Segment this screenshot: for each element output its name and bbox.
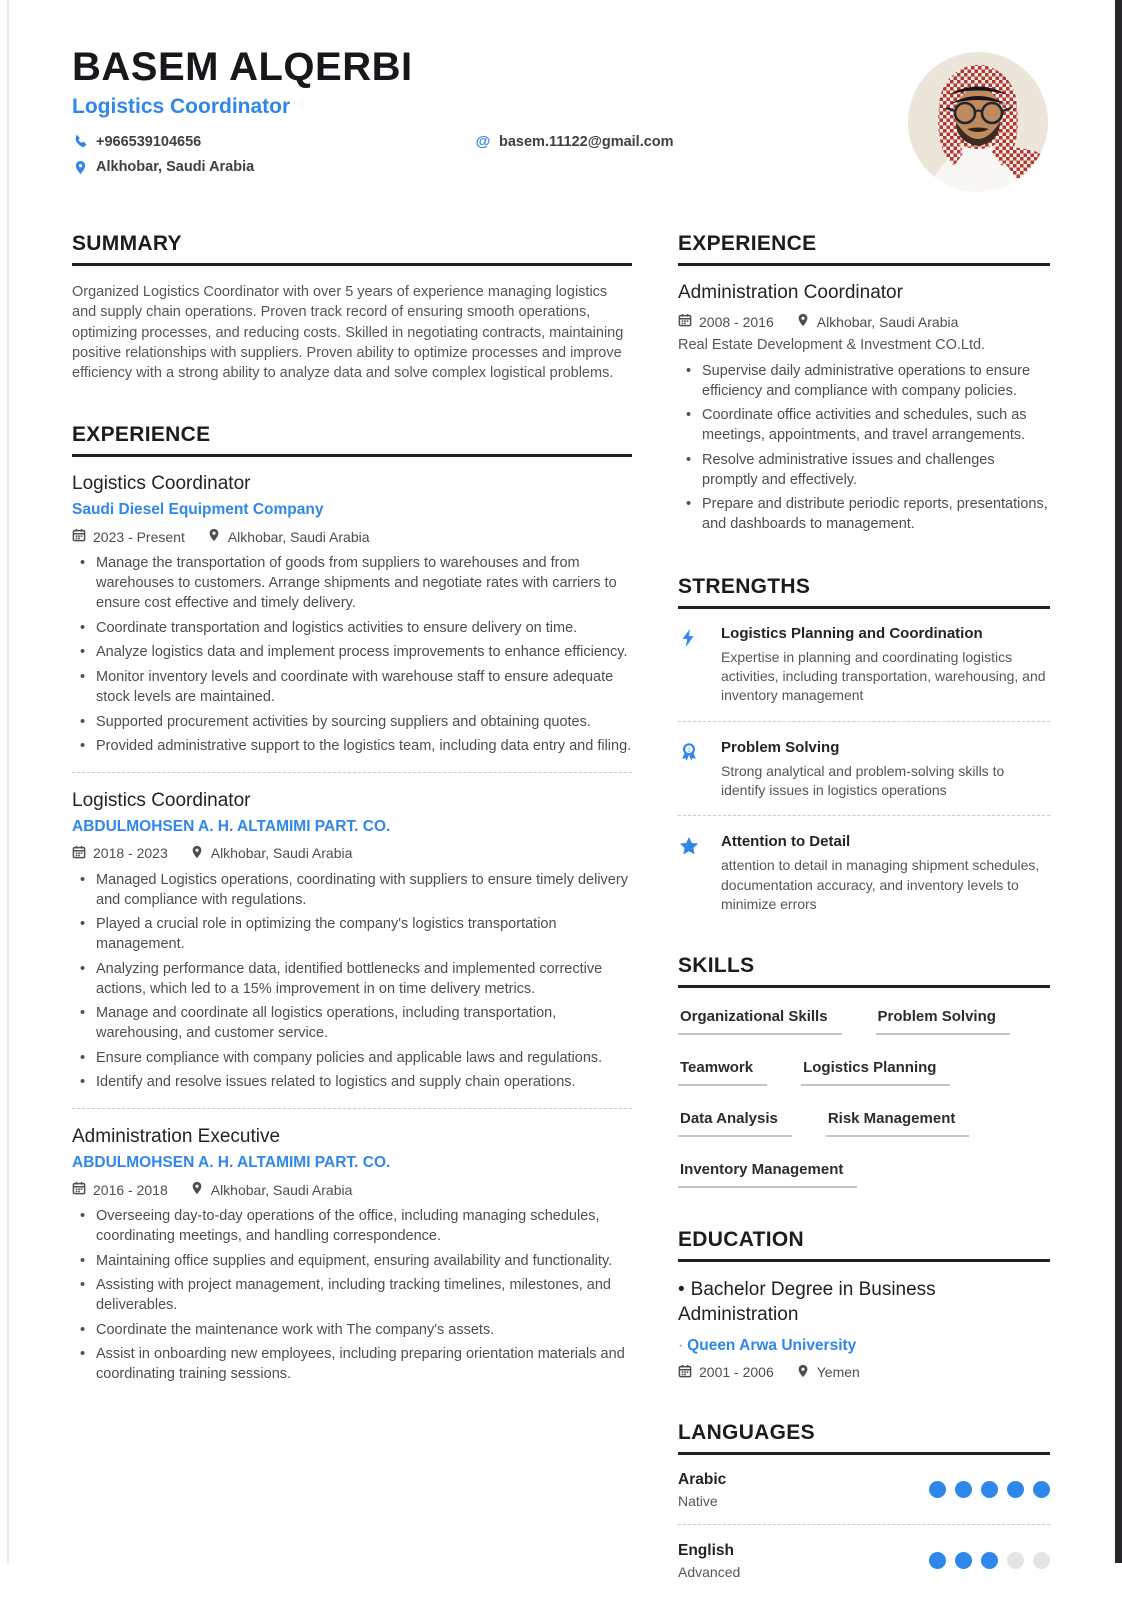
entry-meta	[72, 528, 632, 545]
star-icon	[678, 833, 708, 914]
entry-location: Alkhobar, Saudi Arabia	[227, 528, 370, 545]
degree-text: Bachelor Degree in Business Administration	[678, 1279, 936, 1325]
school-bullet: ·	[678, 1336, 684, 1354]
email-row	[475, 133, 674, 150]
experience-entry	[72, 790, 632, 1093]
header-text	[72, 46, 674, 175]
proficiency-dot	[929, 1481, 946, 1498]
entry-meta	[72, 1181, 632, 1198]
summary-text: Organized Logistics Coordinator with over 5 years of experience managing logistics and supply chain operations. Proven track record of ensuring smooth operations, optimizing processes, and reducing costs. Skilled in negotiating contracts, maintaining positive relationships with suppliers. Proven ability to optimize processes and improve efficiency with a strong ability to analyze data and solve complex logistical problems.	[72, 284, 624, 382]
location-text: Alkhobar, Saudi Arabia	[96, 159, 255, 175]
languages-list	[678, 1471, 1050, 1580]
entry-meta	[72, 845, 632, 862]
bullet-item: • Manage the transportation of goods from suppliers to warehouses and from warehouses to customers. Arrange shipments and negotiate rates with carriers to ensure cost effective and timely delivery.	[96, 554, 632, 613]
entry-dates: 2016 - 2018	[93, 1181, 168, 1198]
education-location-pair	[796, 1364, 860, 1381]
bullet-item: • Analyze logistics data and implement process improvements to enhance efficiency.	[96, 643, 632, 663]
strength-description: Expertise in planning and coordinating logistics activities, including transportation, warehousing, and inventory management	[721, 648, 1046, 704]
entry-dates: 2023 - Present	[93, 528, 185, 545]
job-title: Administration Coordinator	[678, 282, 903, 303]
person-name: BASEM ALQERBI	[72, 45, 413, 89]
at-icon: @	[475, 133, 491, 150]
entry-divider	[72, 1108, 632, 1109]
job-role: Logistics Coordinator	[72, 95, 291, 118]
bullet-item: • Coordinate transportation and logistics activities to ensure delivery on time.	[96, 619, 632, 639]
strengths-section	[678, 575, 1050, 915]
strength-description: Strong analytical and problem-solving skills to identify issues in logistics operations	[721, 762, 1005, 798]
language-proficiency-dots	[929, 1481, 1050, 1498]
summary-section	[72, 232, 632, 383]
phone-row	[72, 133, 475, 150]
experience-heading-left: EXPERIENCE	[72, 423, 632, 457]
location-pin-icon	[190, 845, 204, 862]
email-address: basem.11122@gmail.com	[499, 133, 674, 150]
entry-location: Alkhobar, Saudi Arabia	[210, 1181, 353, 1198]
svg-text:1: 1	[687, 747, 691, 754]
entry-dates: 2018 - 2023	[93, 845, 168, 862]
language-name: Arabic	[678, 1470, 727, 1488]
location-pin-icon	[207, 528, 221, 545]
left-column	[72, 232, 632, 1620]
job-title: Logistics Coordinator	[72, 789, 251, 811]
bullet-list	[678, 362, 1050, 535]
language-name: English	[678, 1541, 734, 1559]
profile-photo	[908, 52, 1048, 192]
bullet-item: • Played a crucial role in optimizing the company's logistics transportation management.	[96, 915, 632, 954]
phone-number: +966539104656	[96, 133, 202, 150]
entry-location-pair	[190, 845, 353, 862]
entry-location: Alkhobar, Saudi Arabia	[210, 845, 353, 862]
language-text-block	[678, 1542, 740, 1580]
strength-text-block	[721, 739, 1050, 801]
content-columns	[0, 232, 1122, 1620]
strength-item	[678, 625, 1050, 706]
language-level: Native	[678, 1492, 718, 1509]
experience-entries-right	[678, 282, 1050, 535]
location-pin-icon	[72, 160, 88, 175]
bullet-item: • Maintaining office supplies and equipment, ensuring availability and functionality.	[96, 1252, 632, 1272]
entry-dates: 2008 - 2016	[699, 313, 774, 330]
calendar-icon	[678, 1364, 692, 1381]
company-name: ABDULMOHSEN A. H. ALTAMIMI PART. CO.	[72, 1154, 391, 1172]
proficiency-dot	[955, 1552, 972, 1569]
summary-heading: SUMMARY	[72, 232, 632, 266]
company-name: Saudi Diesel Equipment Company	[72, 501, 324, 519]
entry-dates-pair	[72, 528, 185, 545]
strength-title: Attention to Detail	[721, 833, 851, 851]
skills-list	[678, 1004, 1050, 1188]
degree-bullet: •	[678, 1279, 685, 1301]
bullet-item: • Prepare and distribute periodic reports, presentations, and dashboards to management.	[702, 495, 1050, 534]
bullet-list	[72, 554, 632, 756]
education-meta	[678, 1364, 1050, 1381]
contact-info	[72, 133, 674, 175]
entry-dates-pair	[72, 845, 168, 862]
strength-title: Logistics Planning and Coordination	[721, 624, 983, 642]
calendar-icon	[72, 845, 86, 862]
entry-location-pair	[796, 313, 959, 330]
proficiency-dot	[929, 1552, 946, 1569]
location-pin-icon	[796, 313, 810, 330]
location-row	[72, 159, 475, 175]
skill-tag: Teamwork	[678, 1059, 767, 1086]
languages-heading: LANGUAGES	[678, 1421, 1050, 1455]
experience-section-right	[678, 232, 1050, 535]
skill-tag: Risk Management	[826, 1110, 970, 1137]
page-edge-line	[7, 0, 9, 1563]
skill-tag: Inventory Management	[678, 1161, 857, 1188]
strengths-list	[678, 625, 1050, 915]
strength-text-block	[721, 833, 1050, 914]
medal-icon	[678, 739, 708, 801]
bullet-item: • Overseeing day-to-day operations of the office, including managing schedules, coordinating meetings, and handling correspondence.	[96, 1207, 632, 1246]
bullet-item: • Manage and coordinate all logistics operations, including transportation, warehousing, and customer service.	[96, 1004, 632, 1043]
job-title: Administration Executive	[72, 1126, 281, 1148]
bullet-list	[72, 871, 632, 1093]
job-title: Logistics Coordinator	[72, 473, 251, 495]
education-location: Yemen	[816, 1364, 860, 1381]
languages-section	[678, 1421, 1050, 1580]
proficiency-dot	[955, 1481, 972, 1498]
proficiency-dot	[981, 1481, 998, 1498]
education-dates-pair	[678, 1364, 774, 1381]
entry-meta	[678, 313, 1050, 330]
bullet-item: • Ensure compliance with company policies and applicable laws and regulations.	[96, 1049, 632, 1069]
bullet-item: • Coordinate office activities and schedules, such as meetings, appointments, and travel arrangements.	[702, 406, 1050, 445]
bullet-item: • Provided administrative support to the logistics team, including data entry and filing.	[96, 737, 632, 757]
bullet-item: • Managed Logistics operations, coordinating with suppliers to ensure timely delivery and compliance with regulations.	[96, 871, 632, 910]
bullet-item: • Assisting with project management, including tracking timelines, milestones, and deliverables.	[96, 1276, 632, 1315]
school-name	[678, 1337, 1050, 1355]
language-text-block	[678, 1471, 726, 1509]
strength-item	[678, 739, 1050, 801]
entry-divider	[72, 772, 632, 773]
bullet-item: • Monitor inventory levels and coordinate with warehouse staff to ensure adequate stock levels are maintained.	[96, 668, 632, 707]
education-heading: EDUCATION	[678, 1228, 1050, 1262]
entry-location-pair	[190, 1181, 353, 1198]
right-column	[678, 232, 1050, 1620]
viewer-edge	[1115, 0, 1122, 1563]
entry-dates-pair	[678, 313, 774, 330]
bullet-item: • Coordinate the maintenance work with The company's assets.	[96, 1321, 632, 1341]
strength-title: Problem Solving	[721, 738, 840, 756]
proficiency-dot	[1007, 1552, 1024, 1569]
bullet-item: • Assist in onboarding new employees, including preparing orientation materials and coordinating training sessions.	[96, 1345, 632, 1384]
language-level: Advanced	[678, 1563, 741, 1580]
phone-icon	[72, 134, 88, 149]
strength-divider	[678, 815, 1050, 816]
bullet-item: • Analyzing performance data, identified bottlenecks and implemented corrective actions, which led to a 15% improvement in on time delivery metrics.	[96, 960, 632, 999]
degree-title	[678, 1278, 1050, 1327]
entry-location-pair	[207, 528, 370, 545]
proficiency-dot	[1007, 1481, 1024, 1498]
strength-item	[678, 833, 1050, 914]
bullet-item: • Resolve administrative issues and challenges promptly and effectively.	[702, 451, 1050, 490]
calendar-icon	[678, 313, 692, 330]
strength-description: attention to detail in managing shipment schedules, documentation accuracy, and inventory levels to minimize errors	[721, 857, 1040, 912]
bullet-list	[72, 1207, 632, 1385]
proficiency-dot	[981, 1552, 998, 1569]
skills-heading: SKILLS	[678, 954, 1050, 988]
skill-tag: Problem Solving	[876, 1008, 1010, 1035]
skill-tag: Organizational Skills	[678, 1008, 842, 1035]
skills-section	[678, 954, 1050, 1188]
calendar-icon	[72, 1181, 86, 1198]
experience-entries-left	[72, 473, 632, 1384]
experience-entry	[72, 1126, 632, 1385]
strengths-heading: STRENGTHS	[678, 575, 1050, 609]
experience-entry	[72, 473, 632, 756]
bullet-item: • Supported procurement activities by sourcing suppliers and obtaining quotes.	[96, 713, 632, 733]
company-name-plain: Real Estate Development & Investment CO.Ltd.	[678, 337, 986, 353]
language-item	[678, 1471, 1050, 1509]
strength-text-block	[721, 625, 1050, 706]
experience-heading-right: EXPERIENCE	[678, 232, 1050, 266]
proficiency-dot	[1033, 1481, 1050, 1498]
resume-header	[0, 0, 1122, 192]
language-divider	[678, 1524, 1050, 1525]
entry-dates-pair	[72, 1181, 168, 1198]
location-pin-icon	[190, 1181, 204, 1198]
language-item	[678, 1542, 1050, 1580]
lightning-icon	[678, 625, 708, 706]
calendar-icon	[72, 528, 86, 545]
education-dates: 2001 - 2006	[699, 1364, 774, 1381]
school-text: Queen Arwa University	[687, 1336, 857, 1354]
education-section	[678, 1228, 1050, 1380]
location-pin-icon	[796, 1364, 810, 1381]
skill-tag: Logistics Planning	[801, 1059, 950, 1086]
strength-divider	[678, 721, 1050, 722]
experience-entry	[678, 282, 1050, 535]
experience-section-left	[72, 423, 632, 1384]
language-proficiency-dots	[929, 1552, 1050, 1569]
bullet-item: • Supervise daily administrative operations to ensure efficiency and compliance with company policies.	[702, 362, 1050, 401]
skill-tag: Data Analysis	[678, 1110, 792, 1137]
entry-location: Alkhobar, Saudi Arabia	[816, 313, 959, 330]
bullet-item: • Identify and resolve issues related to logistics and supply chain operations.	[96, 1073, 632, 1093]
company-name: ABDULMOHSEN A. H. ALTAMIMI PART. CO.	[72, 817, 391, 835]
proficiency-dot	[1033, 1552, 1050, 1569]
